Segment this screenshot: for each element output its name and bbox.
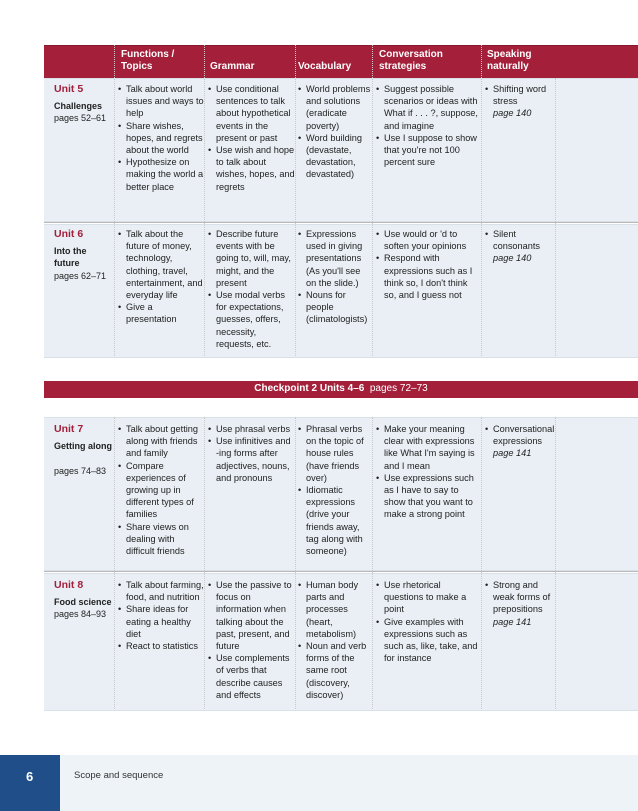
- bullet-item: • Use wish and hope to talk about wishes, hopes, and regrets: [208, 144, 296, 193]
- grammar-cell: [208, 83, 296, 193]
- header-conversation-label: Conversation strategies: [379, 49, 443, 72]
- checkpoint-pages: pages 72–73: [369, 383, 428, 394]
- bullet-item: • Use complements of verbs that describe causes and effects: [208, 652, 296, 701]
- unit-pages: pages 52–61: [54, 113, 107, 123]
- bullet-item: • Share ideas for eating a healthy diet: [118, 603, 204, 640]
- unit-title: Into the future: [54, 246, 87, 268]
- bullet-item: • Use rhetorical questions to make a point: [376, 579, 480, 616]
- bullet-item: • Silent consonants: [485, 228, 555, 252]
- conversation-cell: [376, 579, 480, 664]
- bullet-item: • Suggest possible scenarios or ideas with What if . . . ?, suppose, and imagine: [376, 83, 480, 132]
- bullet-item: • React to statistics: [118, 640, 204, 652]
- grammar-cell: [208, 423, 296, 484]
- header-functions: [121, 49, 174, 73]
- column-divider: [114, 45, 115, 356]
- bullet-item: • Use the passive to focus on information when talking about the past, present, and future: [208, 579, 296, 652]
- table-header: [44, 45, 638, 78]
- bullet-item: • Give a presentation: [118, 301, 204, 325]
- unit-pages: pages 74–83: [54, 466, 107, 476]
- vocabulary-cell: [298, 423, 372, 557]
- column-divider: [555, 417, 556, 709]
- column-divider: [204, 417, 205, 709]
- bullet-item: • World problems and solutions (eradicate poverty): [298, 83, 372, 132]
- column-divider: [481, 417, 482, 709]
- bullet-item: • Hypothesize on making the world a better place: [118, 156, 204, 193]
- bullet-item: • Idiomatic expressions (drive your friends away, tag along with someone): [298, 484, 372, 557]
- unit-title: Food science: [54, 597, 112, 607]
- functions-cell: [118, 228, 204, 326]
- bullet-item: • Conversational expressions: [485, 423, 555, 447]
- bullet-item: • Use phrasal verbs: [208, 423, 296, 435]
- header-vocabulary: Vocabulary: [298, 61, 352, 72]
- bullet-item: • Make your meaning clear with expressions like What I'm saying is and I mean: [376, 423, 480, 472]
- header-conversation: [379, 49, 443, 73]
- unit-pages: pages 84–93: [54, 609, 107, 619]
- page-reference: page 141: [493, 448, 532, 459]
- header-grammar: Grammar: [210, 61, 255, 72]
- speaking-cell: [485, 228, 555, 265]
- bullet-item: • Talk about getting along with friends and family: [118, 423, 204, 460]
- bullet-item: • Word building (devastate, devastation, devastated): [298, 132, 372, 181]
- bullet-item: • Share wishes, hopes, and regrets about the world: [118, 120, 204, 157]
- column-divider: [555, 78, 556, 356]
- bullet-item: • Respond with expressions such as I think so, I don't think so, and I guess not: [376, 252, 480, 301]
- vocabulary-cell: [298, 228, 372, 326]
- unit-number: Unit 6: [54, 228, 84, 240]
- bullet-item: • Use modal verbs for expectations, guesses, offers, necessity, requests, etc.: [208, 289, 296, 350]
- header-functions-label: Functions / Topics: [121, 49, 175, 72]
- bullet-item: • Nouns for people (climatologists): [298, 289, 372, 326]
- bullet-item: • Use expressions such as I have to say to show that you want to make a strong point: [376, 472, 480, 521]
- unit-number: Unit 8: [54, 579, 84, 591]
- functions-cell: [118, 579, 204, 652]
- speaking-cell: [485, 423, 555, 460]
- header-speaking: [487, 49, 531, 73]
- footer: [0, 755, 638, 811]
- page-reference: page 141: [493, 616, 532, 627]
- column-divider: [204, 45, 205, 356]
- page-reference: page 140: [493, 108, 532, 119]
- bullet-item: • Phrasal verbs on the topic of house rules (have friends over): [298, 423, 372, 484]
- bullet-item: • Use infinitives and -ing forms after adjectives, nouns, and pronouns: [208, 435, 296, 484]
- header-speaking-label: Speaking naturally: [487, 49, 532, 72]
- bullet-item: • Human body parts and processes (heart, metabolism): [298, 579, 372, 640]
- unit-pages: pages 62–71: [54, 271, 107, 281]
- bullet-item: • Expressions used in giving presentations (As you'll see on the slide.): [298, 228, 372, 289]
- checkpoint-bar: [44, 381, 638, 398]
- page-reference: page 140: [493, 253, 532, 264]
- bullet-item: • Use would or 'd to soften your opinions: [376, 228, 480, 252]
- bullet-item: • Compare experiences of growing up in different types of families: [118, 460, 204, 521]
- column-divider: [372, 45, 373, 356]
- bullet-item: • Describe future events with be going to, will, may, might, and the present: [208, 228, 296, 289]
- speaking-cell: [485, 83, 555, 120]
- row-divider: [44, 222, 638, 223]
- bullet-item: • Give examples with expressions such as such as, like, take, and for instance: [376, 616, 480, 665]
- checkpoint-label: Checkpoint 2 Units 4–6: [254, 383, 365, 394]
- vocabulary-cell: [298, 579, 372, 701]
- bullet-item: • Talk about the future of money, technology, clothing, travel, entertainment, and everyday life: [118, 228, 204, 301]
- bullet-item: • Strong and weak forms of prepositions: [485, 579, 555, 616]
- page-number-box: [0, 755, 60, 811]
- column-divider: [372, 417, 373, 709]
- functions-cell: [118, 83, 204, 193]
- unit-title: Getting along: [54, 441, 112, 451]
- bullet-item: • Use conditional sentences to talk about hypothetical events in the present or past: [208, 83, 296, 144]
- unit-number: Unit 7: [54, 423, 84, 435]
- grammar-cell: [208, 579, 296, 701]
- bullet-item: • Talk about farming, food, and nutrition: [118, 579, 204, 603]
- footer-title: Scope and sequence: [74, 770, 164, 781]
- conversation-cell: [376, 228, 480, 301]
- functions-cell: [118, 423, 204, 557]
- unit-number: Unit 5: [54, 83, 84, 95]
- bullet-item: • Use I suppose to show that you're not 100 percent sure: [376, 132, 480, 169]
- bullet-item: • Shifting word stress: [485, 83, 555, 107]
- page-number: 6: [26, 769, 34, 784]
- conversation-cell: [376, 423, 480, 521]
- bullet-item: • Noun and verb forms of the same root (discovery, discover): [298, 640, 372, 701]
- column-divider: [481, 45, 482, 356]
- speaking-cell: [485, 579, 555, 628]
- column-divider: [114, 417, 115, 709]
- row-divider: [44, 571, 638, 572]
- bullet-item: • Share views on dealing with difficult friends: [118, 521, 204, 558]
- unit-title: Challenges: [54, 101, 103, 111]
- vocabulary-cell: [298, 83, 372, 181]
- grammar-cell: [208, 228, 296, 350]
- checkpoint-text: [44, 383, 638, 394]
- conversation-cell: [376, 83, 480, 168]
- bullet-item: • Talk about world issues and ways to help: [118, 83, 204, 120]
